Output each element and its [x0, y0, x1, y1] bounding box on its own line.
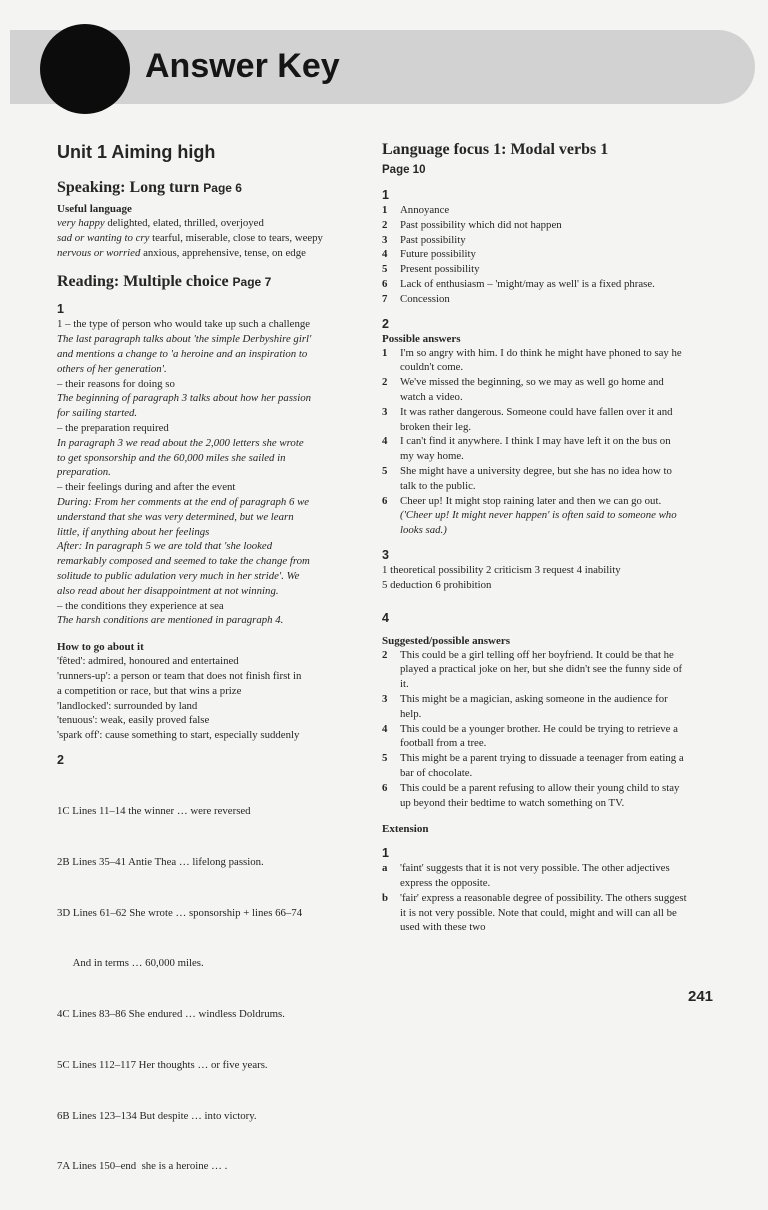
item-text: I'm so angry with him. I do think he might have phoned to say he couldn't come. [400, 346, 682, 374]
speaking-line [57, 246, 357, 261]
answer-line: – their reasons for doing so [57, 377, 175, 390]
lf-exercise-1 [382, 203, 687, 307]
answer-line: to get sponsorship and the 60,000 miles she sailed in [57, 451, 286, 464]
answer-line: 1 – the type of person who would take up such a challenge [57, 318, 311, 331]
lf-exercise-3-number: 3 [382, 547, 389, 562]
header-circle-ornament [40, 24, 130, 114]
answer-line: 2B Lines 35–41 Antie Thea … lifelong passion. [57, 855, 264, 868]
lf-exercise-4 [382, 648, 687, 811]
answer-line: 5 deduction 6 prohibition [382, 578, 492, 591]
note-text: ('Cheer up! It might never happen' is often said to someone who looks sad.) [400, 509, 677, 537]
reading-exercise-1 [57, 317, 357, 628]
list-item [382, 218, 687, 233]
item-text: It was rather dangerous. Someone could have fallen over it and broken their leg. [400, 405, 673, 433]
item-number: 6 [382, 494, 388, 507]
list-item [382, 494, 687, 509]
list-item [382, 247, 687, 262]
speaking-line-text: anxious, apprehensive, tense, on edge [140, 246, 306, 259]
item-text: We've missed the beginning, so we may as well go home and watch a video. [400, 376, 664, 403]
lf-exercise-4-number: 4 [382, 610, 389, 625]
list-item [382, 781, 687, 811]
speaking-line-text: delighted, elated, thrilled, overjoyed [104, 217, 264, 229]
reading-heading [57, 272, 357, 292]
item-number: 3 [382, 405, 388, 418]
item-text: Future possibility [400, 248, 476, 261]
item-letter: a [382, 862, 388, 875]
item-number: 4 [382, 435, 388, 448]
list-item [382, 751, 687, 781]
how-to-go-about-it-heading: How to go about it [57, 641, 144, 654]
item-number: 6 [382, 277, 388, 290]
answer-line: During: From her comments at the end of paragraph 6 we [57, 495, 310, 508]
list-note [382, 508, 687, 538]
answer-line: And in terms … 60,000 miles. [57, 957, 204, 970]
extension-exercise-1-number: 1 [382, 846, 389, 861]
answer-line: others of her generation'. [57, 362, 167, 375]
item-text: I can't find it anywhere. I think I may have left it on the bus on my way home. [400, 435, 671, 463]
item-number: 2 [382, 648, 388, 661]
speaking-title: Speaking: Long turn [57, 179, 200, 196]
item-text: This could be a younger brother. He could be trying to retrieve a football from a tree. [400, 722, 678, 750]
item-text: This might be a parent trying to dissuade a teenager from eating a bar of chocolate. [400, 752, 684, 779]
lf-exercise-2 [382, 346, 687, 538]
answer-line: solitude to public adulation very much in her stride'. We [57, 569, 300, 582]
item-text: This could be a parent refusing to allow their young child to stay up beyond their bedtime to watch something on TV. [400, 781, 680, 809]
speaking-heading [57, 178, 357, 198]
item-text: This might be a magician, asking someone in the audience for help. [400, 692, 668, 720]
item-letter: b [382, 891, 389, 904]
answer-line: The beginning of paragraph 3 talks about how her passion [57, 392, 312, 405]
suggested-answers-label: Suggested/possible answers [382, 634, 511, 647]
list-item [382, 692, 687, 722]
answer-line: In paragraph 3 we read about the 2,000 letters she wrote [57, 436, 304, 449]
language-focus-title: Language focus 1: Modal verbs 1 [382, 141, 609, 158]
extension-heading: Extension [382, 823, 429, 836]
how-to-go-about-it [57, 654, 357, 743]
item-number: 3 [382, 233, 388, 246]
speaking-line-key: sad or wanting to cry [57, 231, 150, 244]
answer-line: The harsh conditions are mentioned in paragraph 4. [57, 614, 284, 627]
item-number: 2 [382, 376, 388, 389]
list-item [382, 346, 687, 376]
item-number: 1 [382, 346, 388, 359]
list-item [382, 434, 687, 464]
list-item [382, 233, 687, 248]
item-number: 5 [382, 263, 388, 276]
vocab-line: 'spark off': cause something to start, especially suddenly [57, 729, 300, 742]
item-number: 7 [382, 292, 388, 305]
answer-line: – the conditions they experience at sea [57, 599, 224, 612]
item-text: Concession [400, 292, 450, 305]
speaking-line [57, 216, 357, 231]
answer-line: and mentions a change to 'a heroine and an inspiration to [57, 347, 308, 360]
answer-line: for sailing started. [57, 407, 138, 420]
list-item [382, 405, 687, 435]
list-item [382, 861, 687, 891]
possible-answers-label: Possible answers [382, 332, 461, 345]
answer-line: remarkably composed and seemed to take the change from [57, 555, 310, 568]
speaking-line-text: tearful, miserable, close to tears, weepy [149, 231, 323, 244]
answer-line: 3D Lines 61–62 She wrote … sponsorship + lines 66–74 [57, 906, 303, 919]
answer-line: also read about her disappointment at not winning. [57, 584, 279, 597]
vocab-line: 'tenuous': weak, easily proved false [57, 714, 210, 727]
list-item [382, 203, 687, 218]
speaking-lines [57, 216, 357, 260]
reading-exercise-2-number: 2 [57, 752, 64, 767]
item-text: 'faint' suggests that it is not very possible. The other adjectives express the opposite. [400, 862, 670, 890]
answer-line: little, if anything about her feelings [57, 525, 210, 538]
language-focus-page: Page 10 [382, 164, 426, 176]
page-title: Answer Key [145, 47, 340, 85]
vocab-line: a competition or race, but that wins a prize [57, 684, 242, 697]
item-number: 6 [382, 781, 388, 794]
answer-line: After: In paragraph 5 we are told that 'she looked [57, 540, 273, 553]
reading-exercise-2 [57, 768, 357, 1210]
list-item [382, 277, 687, 292]
answer-line: 1 theoretical possibility 2 criticism 3 request 4 inability [382, 563, 621, 576]
right-column [382, 140, 687, 935]
unit-title: Unit 1 Aiming high [57, 142, 216, 162]
answer-line: 4C Lines 83–86 She endured … windless Doldrums. [57, 1008, 285, 1021]
item-text: Lack of enthusiasm – 'might/may as well' is a fixed phrase. [400, 277, 655, 290]
extension-exercise-1 [382, 861, 687, 935]
speaking-line-key: very happy [57, 217, 105, 229]
item-text: Present possibility [400, 263, 480, 276]
item-text: 'fair' express a reasonable degree of possibility. The others suggest it is not very possible. Note that could, might and will can all be used with these two [400, 891, 687, 934]
answer-line: understand that she was very determined, but we learn [57, 510, 294, 523]
list-item [382, 464, 687, 494]
vocab-line: 'landlocked': surrounded by land [57, 699, 198, 712]
answer-line: – their feelings during and after the event [57, 481, 236, 494]
answer-line: 1C Lines 11–14 the winner … were reversed [57, 804, 251, 817]
reading-title: Reading: Multiple choice [57, 273, 229, 291]
answer-line: 5C Lines 112–117 Her thoughts … or five years. [57, 1058, 268, 1071]
item-text: Past possibility [400, 233, 466, 246]
item-text: Past possibility which did not happen [400, 218, 562, 231]
lf-exercise-1-number: 1 [382, 188, 389, 202]
item-number: 5 [382, 752, 388, 765]
speaking-line-key: nervous or worried [57, 246, 141, 259]
speaking-page: Page 6 [203, 181, 242, 195]
reading-exercise-1-number: 1 [57, 302, 64, 317]
speaking-line [57, 231, 357, 246]
answer-line: 6B Lines 123–134 But despite … into victory. [57, 1109, 257, 1122]
page-number: 241 [688, 988, 714, 1005]
item-text: Annoyance [400, 204, 450, 216]
answer-line: The last paragraph talks about 'the simple Derbyshire girl' [57, 333, 312, 346]
item-number: 4 [382, 248, 388, 261]
useful-language-label: Useful language [57, 203, 132, 215]
item-number: 2 [382, 218, 388, 231]
vocab-line: 'fêted': admired, honoured and entertained [57, 655, 239, 668]
answer-line: – the preparation required [57, 421, 169, 434]
item-text: Cheer up! It might stop raining later and then we can go out. [400, 494, 662, 507]
list-item [382, 722, 687, 752]
item-number: 3 [382, 692, 388, 705]
item-number: 1 [382, 204, 388, 216]
reading-page: Page 7 [232, 275, 272, 290]
answer-line: 7A Lines 150–end she is a heroine … . [57, 1160, 228, 1173]
answer-line: preparation. [57, 466, 111, 479]
item-text: She might have a university degree, but she has no idea how to talk to the public. [400, 464, 672, 492]
list-item [382, 262, 687, 277]
lf-exercise-2-number: 2 [382, 316, 389, 331]
list-item [382, 292, 687, 307]
vocab-line: 'runners-up': a person or team that does not finish first in [57, 669, 302, 682]
list-item [382, 648, 687, 692]
list-item [382, 375, 687, 405]
lf-exercise-3 [382, 563, 687, 593]
item-number: 4 [382, 722, 388, 735]
item-text: This could be a girl telling off her boyfriend. It could be that he played a practical joke on her, but she didn't see the funny side of it. [400, 648, 683, 691]
list-item [382, 891, 687, 935]
left-column [57, 140, 357, 1210]
item-number: 5 [382, 464, 388, 477]
